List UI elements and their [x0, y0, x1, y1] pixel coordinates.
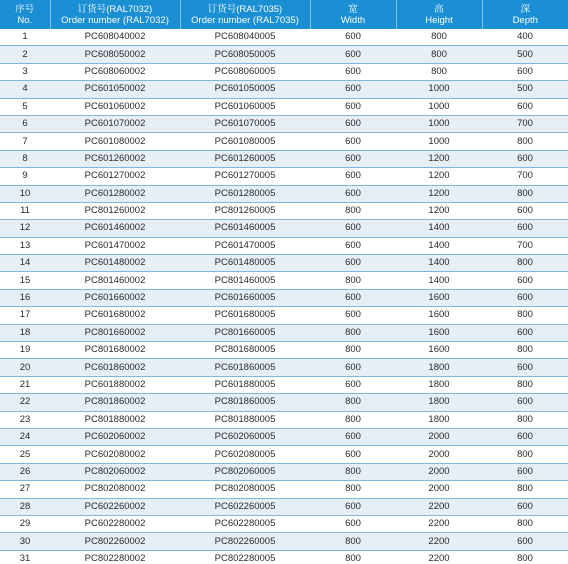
cell-height: 1000 [396, 98, 482, 115]
cell-no: 6 [0, 115, 50, 132]
table-row [0, 115, 568, 132]
cell-height: 1000 [396, 115, 482, 132]
cell-depth: 800 [482, 411, 568, 428]
cell-width: 600 [310, 81, 396, 98]
cell-height: 2200 [396, 533, 482, 550]
cell-order-ral7035: PC601480005 [180, 255, 310, 272]
cell-order-ral7035: PC601270005 [180, 168, 310, 185]
cell-depth: 800 [482, 342, 568, 359]
cell-depth: 600 [482, 98, 568, 115]
header-order-ral7035 [180, 0, 310, 29]
cell-order-ral7035: PC801680005 [180, 342, 310, 359]
cell-no: 26 [0, 463, 50, 480]
table-row [0, 463, 568, 480]
header-order-ral7035-en: Order number (RAL7035) [191, 14, 299, 26]
cell-height: 1200 [396, 168, 482, 185]
cell-depth: 500 [482, 81, 568, 98]
cell-depth: 800 [482, 446, 568, 463]
cell-height: 1400 [396, 237, 482, 254]
cell-order-ral7035: PC601680005 [180, 307, 310, 324]
cell-depth: 600 [482, 498, 568, 515]
cell-height: 1200 [396, 185, 482, 202]
cell-depth: 600 [482, 463, 568, 480]
cell-order-ral7032: PC602260002 [50, 498, 180, 515]
cell-order-ral7032: PC601050002 [50, 81, 180, 98]
cell-order-ral7032: PC601280002 [50, 185, 180, 202]
table-row [0, 411, 568, 428]
header-width-cn: 宽 [348, 3, 358, 15]
cell-width: 600 [310, 428, 396, 445]
cell-depth: 800 [482, 550, 568, 564]
cell-order-ral7035: PC801860005 [180, 394, 310, 411]
cell-no: 8 [0, 150, 50, 167]
cell-width: 600 [310, 289, 396, 306]
cell-depth: 800 [482, 515, 568, 532]
cell-no: 31 [0, 550, 50, 564]
cell-order-ral7035: PC802280005 [180, 550, 310, 564]
cell-order-ral7035: PC601470005 [180, 237, 310, 254]
table-row [0, 342, 568, 359]
cell-no: 1 [0, 29, 50, 46]
cell-order-ral7032: PC801860002 [50, 394, 180, 411]
cell-order-ral7032: PC801880002 [50, 411, 180, 428]
cell-no: 7 [0, 133, 50, 150]
cell-no: 21 [0, 376, 50, 393]
cell-order-ral7035: PC602080005 [180, 446, 310, 463]
header-order-ral7032-en: Order number (RAL7032) [61, 14, 169, 26]
cell-depth: 800 [482, 481, 568, 498]
cell-depth: 700 [482, 168, 568, 185]
cell-order-ral7035: PC601880005 [180, 376, 310, 393]
cell-order-ral7035: PC801880005 [180, 411, 310, 428]
cell-order-ral7035: PC601280005 [180, 185, 310, 202]
table-row [0, 185, 568, 202]
cell-width: 600 [310, 63, 396, 80]
header-width [310, 0, 396, 29]
table-row [0, 255, 568, 272]
cell-width: 600 [310, 98, 396, 115]
table-header [0, 0, 568, 29]
cell-depth: 700 [482, 115, 568, 132]
cell-height: 2200 [396, 550, 482, 564]
cell-order-ral7032: PC608040002 [50, 29, 180, 46]
header-height-en: Height [425, 14, 453, 26]
cell-depth: 600 [482, 394, 568, 411]
cell-order-ral7032: PC802260002 [50, 533, 180, 550]
cell-order-ral7032: PC608050002 [50, 46, 180, 63]
cell-height: 1800 [396, 359, 482, 376]
cell-no: 18 [0, 324, 50, 341]
cell-no: 28 [0, 498, 50, 515]
table-row [0, 81, 568, 98]
cell-depth: 800 [482, 255, 568, 272]
header-width-en: Width [340, 14, 366, 26]
cell-depth: 600 [482, 289, 568, 306]
cell-height: 1400 [396, 272, 482, 289]
cell-width: 600 [310, 29, 396, 46]
cell-height: 1800 [396, 376, 482, 393]
cell-no: 10 [0, 185, 50, 202]
cell-no: 14 [0, 255, 50, 272]
cell-width: 600 [310, 359, 396, 376]
cell-height: 2000 [396, 463, 482, 480]
cell-order-ral7035: PC608050005 [180, 46, 310, 63]
cell-no: 17 [0, 307, 50, 324]
cell-order-ral7035: PC601860005 [180, 359, 310, 376]
cell-height: 2200 [396, 498, 482, 515]
cell-order-ral7032: PC602280002 [50, 515, 180, 532]
cell-order-ral7035: PC601060005 [180, 98, 310, 115]
cell-order-ral7032: PC601060002 [50, 98, 180, 115]
cell-width: 600 [310, 255, 396, 272]
cell-height: 1000 [396, 81, 482, 98]
cell-order-ral7032: PC801660002 [50, 324, 180, 341]
table-row [0, 63, 568, 80]
cell-no: 29 [0, 515, 50, 532]
cell-width: 600 [310, 376, 396, 393]
cell-order-ral7032: PC802060002 [50, 463, 180, 480]
header-depth [482, 0, 568, 29]
cell-order-ral7035: PC601050005 [180, 81, 310, 98]
table-row [0, 29, 568, 46]
table-row [0, 498, 568, 515]
header-row [0, 0, 568, 29]
cell-order-ral7035: PC601070005 [180, 115, 310, 132]
cell-height: 1600 [396, 289, 482, 306]
cell-order-ral7032: PC802280002 [50, 550, 180, 564]
cell-order-ral7035: PC802260005 [180, 533, 310, 550]
header-order-ral7032-cn: 订货号(RAL7032) [77, 3, 153, 15]
cell-width: 600 [310, 150, 396, 167]
cell-width: 800 [310, 202, 396, 219]
cell-width: 800 [310, 463, 396, 480]
cell-height: 1600 [396, 342, 482, 359]
cell-width: 600 [310, 46, 396, 63]
cell-width: 800 [310, 411, 396, 428]
cell-depth: 800 [482, 133, 568, 150]
cell-width: 800 [310, 394, 396, 411]
table-row [0, 394, 568, 411]
cell-order-ral7035: PC608060005 [180, 63, 310, 80]
table-row [0, 446, 568, 463]
header-no-cn: 序号 [15, 3, 35, 15]
cell-height: 800 [396, 29, 482, 46]
header-height-cn: 高 [434, 3, 444, 15]
cell-depth: 600 [482, 272, 568, 289]
cell-no: 15 [0, 272, 50, 289]
table-row [0, 428, 568, 445]
header-no [0, 0, 50, 29]
cell-width: 600 [310, 515, 396, 532]
cell-height: 1000 [396, 133, 482, 150]
header-height [396, 0, 482, 29]
table-row [0, 220, 568, 237]
header-order-ral7032 [50, 0, 180, 29]
cell-order-ral7032: PC801260002 [50, 202, 180, 219]
cell-height: 2000 [396, 446, 482, 463]
cell-height: 2000 [396, 428, 482, 445]
cell-no: 5 [0, 98, 50, 115]
header-depth-en: Depth [512, 14, 538, 26]
cell-depth: 800 [482, 376, 568, 393]
cell-order-ral7032: PC801680002 [50, 342, 180, 359]
table-row [0, 98, 568, 115]
cell-order-ral7035: PC801460005 [180, 272, 310, 289]
cell-no: 20 [0, 359, 50, 376]
cell-order-ral7035: PC802080005 [180, 481, 310, 498]
cell-depth: 600 [482, 533, 568, 550]
cell-order-ral7035: PC602260005 [180, 498, 310, 515]
cell-width: 800 [310, 324, 396, 341]
cell-depth: 600 [482, 359, 568, 376]
cell-height: 2000 [396, 481, 482, 498]
table-row [0, 324, 568, 341]
cell-depth: 500 [482, 46, 568, 63]
cell-no: 30 [0, 533, 50, 550]
cell-width: 800 [310, 533, 396, 550]
cell-width: 600 [310, 185, 396, 202]
table-row [0, 359, 568, 376]
cell-no: 3 [0, 63, 50, 80]
cell-width: 600 [310, 446, 396, 463]
table-row [0, 376, 568, 393]
cell-order-ral7032: PC601860002 [50, 359, 180, 376]
cell-order-ral7032: PC601660002 [50, 289, 180, 306]
cell-depth: 600 [482, 220, 568, 237]
cell-width: 600 [310, 237, 396, 254]
cell-order-ral7035: PC801660005 [180, 324, 310, 341]
cell-order-ral7032: PC601880002 [50, 376, 180, 393]
cell-order-ral7035: PC608040005 [180, 29, 310, 46]
cell-height: 800 [396, 46, 482, 63]
cell-no: 11 [0, 202, 50, 219]
cell-width: 800 [310, 550, 396, 564]
table-row [0, 550, 568, 564]
table-row [0, 133, 568, 150]
cell-height: 1200 [396, 202, 482, 219]
cell-order-ral7032: PC601480002 [50, 255, 180, 272]
cell-height: 1800 [396, 394, 482, 411]
table-row [0, 307, 568, 324]
cell-order-ral7032: PC802080002 [50, 481, 180, 498]
cell-no: 9 [0, 168, 50, 185]
cell-depth: 400 [482, 29, 568, 46]
cell-order-ral7035: PC602060005 [180, 428, 310, 445]
cell-no: 22 [0, 394, 50, 411]
cell-no: 19 [0, 342, 50, 359]
cell-order-ral7032: PC601080002 [50, 133, 180, 150]
table-row [0, 481, 568, 498]
cell-width: 600 [310, 307, 396, 324]
header-depth-cn: 深 [520, 3, 530, 15]
cell-depth: 600 [482, 63, 568, 80]
cell-width: 800 [310, 272, 396, 289]
cell-width: 600 [310, 498, 396, 515]
cell-height: 1400 [396, 255, 482, 272]
cell-no: 23 [0, 411, 50, 428]
table-row [0, 46, 568, 63]
cell-width: 800 [310, 481, 396, 498]
cell-order-ral7035: PC601460005 [180, 220, 310, 237]
cell-height: 1600 [396, 324, 482, 341]
cell-width: 600 [310, 133, 396, 150]
cell-depth: 600 [482, 150, 568, 167]
cell-order-ral7035: PC802060005 [180, 463, 310, 480]
cell-order-ral7032: PC601070002 [50, 115, 180, 132]
cell-no: 13 [0, 237, 50, 254]
table-row [0, 168, 568, 185]
cell-height: 1400 [396, 220, 482, 237]
cell-order-ral7032: PC601260002 [50, 150, 180, 167]
table-row [0, 533, 568, 550]
cell-order-ral7035: PC801260005 [180, 202, 310, 219]
cell-height: 1600 [396, 307, 482, 324]
cell-order-ral7032: PC602060002 [50, 428, 180, 445]
table-row [0, 289, 568, 306]
cell-depth: 600 [482, 202, 568, 219]
cell-width: 600 [310, 168, 396, 185]
cell-order-ral7032: PC601460002 [50, 220, 180, 237]
cell-order-ral7035: PC601660005 [180, 289, 310, 306]
table-row [0, 150, 568, 167]
cell-no: 16 [0, 289, 50, 306]
cell-order-ral7032: PC801460002 [50, 272, 180, 289]
table-row [0, 202, 568, 219]
cell-no: 2 [0, 46, 50, 63]
cell-no: 12 [0, 220, 50, 237]
table-row [0, 272, 568, 289]
cell-order-ral7032: PC601680002 [50, 307, 180, 324]
cell-depth: 600 [482, 324, 568, 341]
cell-depth: 800 [482, 185, 568, 202]
cell-width: 800 [310, 342, 396, 359]
cell-order-ral7035: PC601260005 [180, 150, 310, 167]
cell-width: 600 [310, 115, 396, 132]
cell-height: 1800 [396, 411, 482, 428]
cell-order-ral7032: PC601470002 [50, 237, 180, 254]
cell-depth: 800 [482, 307, 568, 324]
table-row [0, 515, 568, 532]
table-body [0, 29, 568, 564]
cell-height: 800 [396, 63, 482, 80]
cell-width: 600 [310, 220, 396, 237]
header-no-en: No. [17, 14, 33, 26]
cell-depth: 600 [482, 428, 568, 445]
cell-no: 27 [0, 481, 50, 498]
table-row [0, 237, 568, 254]
cell-height: 2200 [396, 515, 482, 532]
cell-order-ral7032: PC601270002 [50, 168, 180, 185]
header-order-ral7035-cn: 订货号(RAL7035) [207, 3, 283, 15]
cell-no: 24 [0, 428, 50, 445]
cell-order-ral7032: PC602080002 [50, 446, 180, 463]
cell-no: 25 [0, 446, 50, 463]
cell-depth: 700 [482, 237, 568, 254]
cell-no: 4 [0, 81, 50, 98]
cell-order-ral7035: PC601080005 [180, 133, 310, 150]
cell-order-ral7032: PC608060002 [50, 63, 180, 80]
cell-order-ral7035: PC602280005 [180, 515, 310, 532]
cell-height: 1200 [396, 150, 482, 167]
